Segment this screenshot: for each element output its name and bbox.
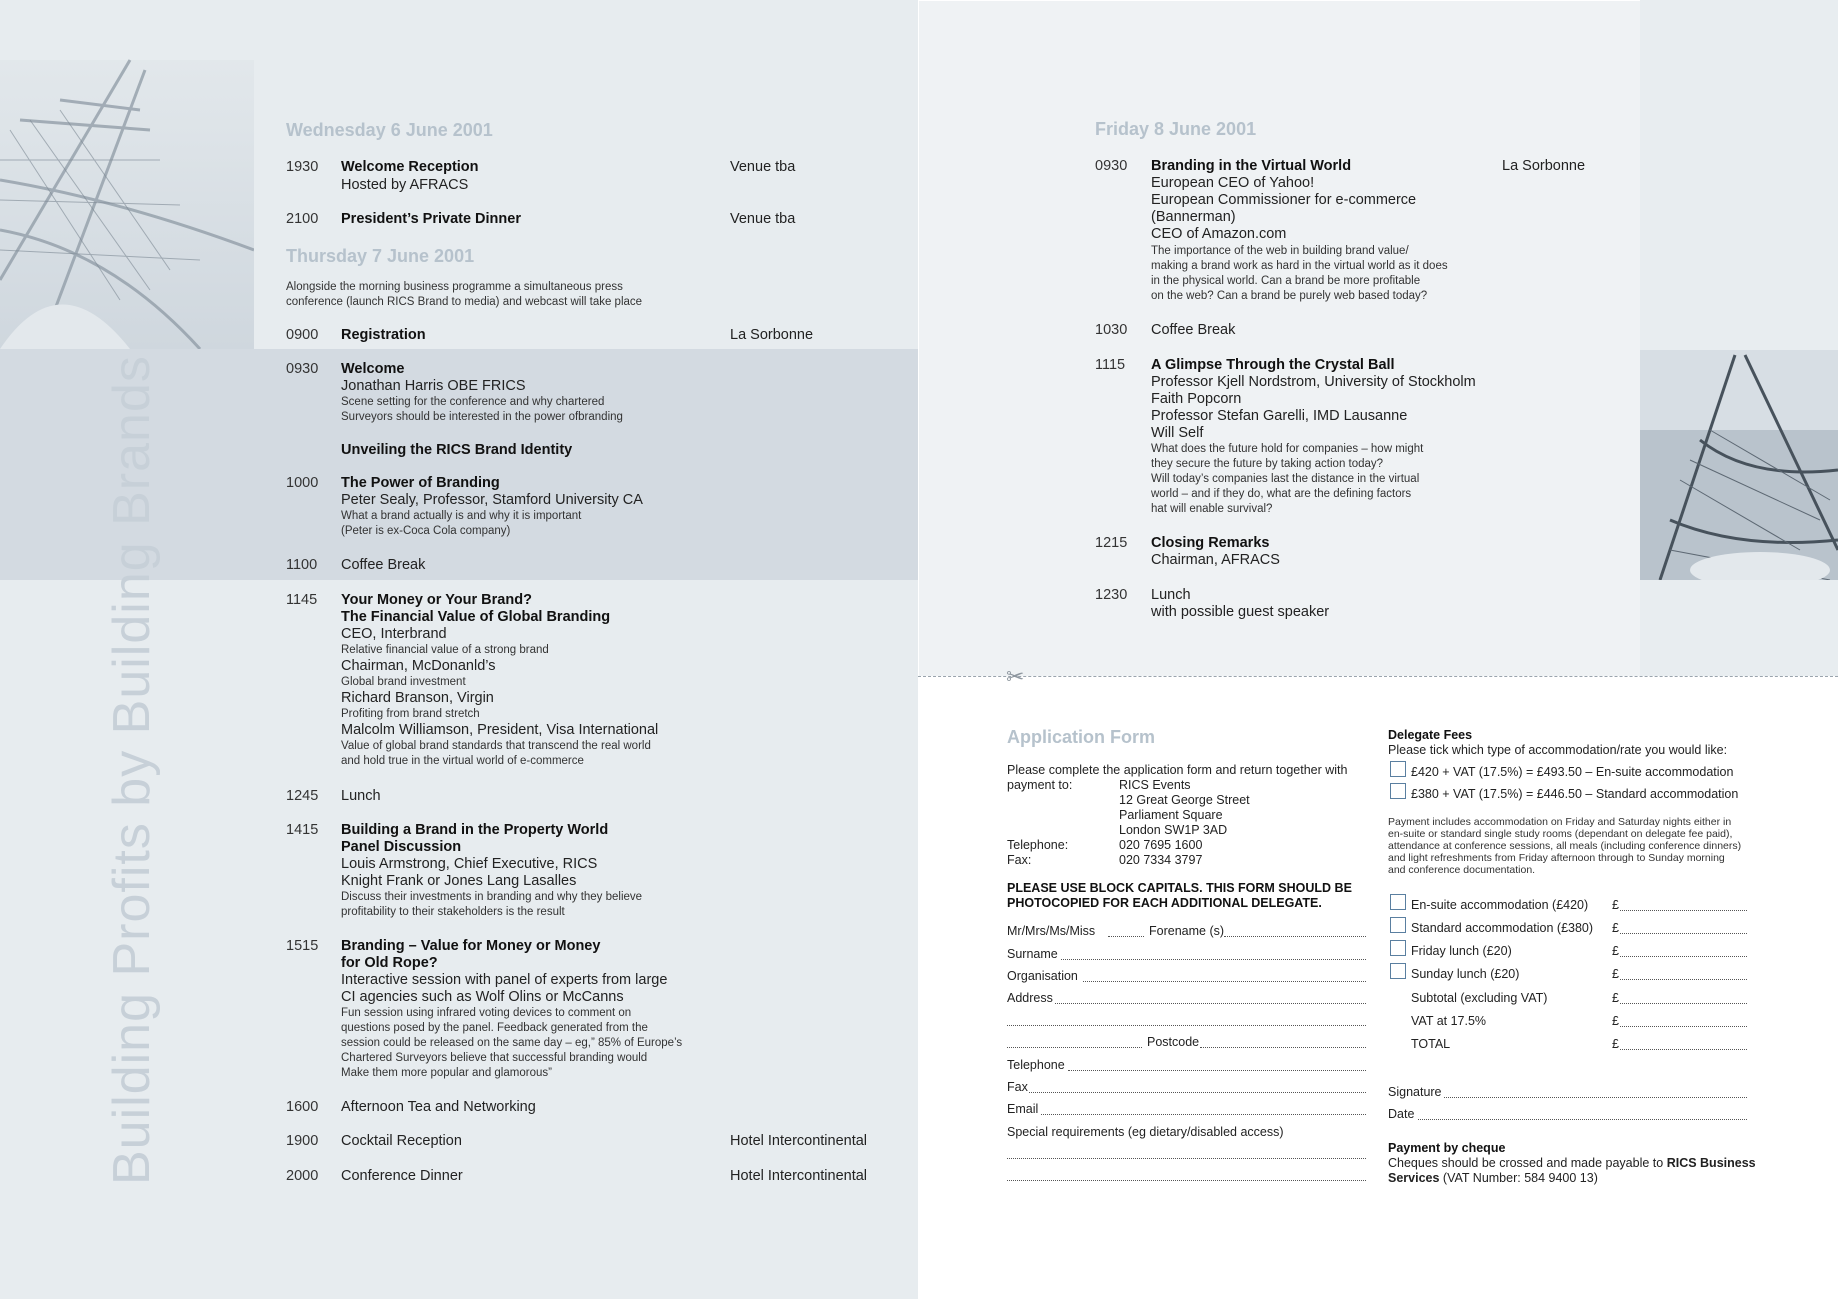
session-title: Registration (341, 327, 426, 343)
block-capitals-notice: PLEASE USE BLOCK CAPITALS. THIS FORM SHOULD BE (1007, 881, 1352, 895)
currency-symbol: £ (1612, 921, 1619, 935)
standard-rate-label: £380 + VAT (17.5%) = £446.50 – Standard accommodation (1411, 787, 1739, 801)
session-title: Branding – Value for Money or Money (341, 938, 601, 954)
telephone-field[interactable] (1068, 1070, 1366, 1071)
description: The importance of the web in building brand value/ (1151, 245, 1409, 257)
session-title: Welcome Reception (341, 159, 479, 175)
time: 0900 (286, 327, 319, 343)
description: Chartered Surveyors believe that successful branding would (341, 1052, 648, 1064)
session-title: Closing Remarks (1151, 535, 1270, 551)
description: hat will enable survival? (1151, 503, 1273, 515)
description: and hold true in the virtual world of e-commerce (341, 755, 584, 767)
speaker: (Bannerman) (1151, 209, 1236, 225)
block-capitals-notice: PHOTOCOPIED FOR EACH ADDITIONAL DELEGATE. (1007, 896, 1322, 910)
speaker: Knight Frank or Jones Lang Lasalles (341, 873, 577, 889)
session-title: Lunch (1151, 587, 1191, 603)
speaker: Malcolm Williamson, President, Visa International (341, 722, 659, 738)
surname-field[interactable] (1061, 959, 1366, 960)
cheque-payee: RICS Business (1666, 1156, 1756, 1170)
currency-symbol: £ (1612, 1037, 1619, 1051)
ensuite-rate-checkbox[interactable] (1390, 761, 1406, 777)
address-field-label: Address (1007, 991, 1053, 1005)
fees-heading: Delegate Fees (1388, 728, 1473, 742)
time: 1245 (286, 788, 319, 804)
subtotal-field[interactable] (1620, 1003, 1747, 1004)
organisation-field-label: Organisation (1007, 969, 1078, 983)
address-line: RICS Events (1119, 778, 1191, 792)
total-field[interactable] (1620, 1049, 1747, 1050)
sunday-lunch-amount-field[interactable] (1620, 979, 1747, 980)
session-title: Welcome (341, 361, 405, 377)
speaker: Louis Armstrong, Chief Executive, RICS (341, 856, 598, 872)
date-field[interactable] (1418, 1119, 1747, 1120)
title-field-label: Mr/Mrs/Ms/Miss (1007, 924, 1096, 938)
time: 1115 (1095, 357, 1126, 373)
session-title: Coffee Break (341, 557, 426, 573)
form-intro-label: payment to: (1007, 778, 1073, 792)
fees-note: en-suite or standard single study rooms (dependant on delegate fee paid), (1388, 828, 1733, 840)
currency-symbol: £ (1612, 991, 1619, 1005)
standard-checkbox[interactable] (1390, 917, 1406, 933)
description: they secure the future by taking action today? (1151, 458, 1384, 470)
session-title: President’s Private Dinner (341, 211, 521, 227)
time: 1145 (286, 592, 318, 608)
ensuite-checkbox[interactable] (1390, 894, 1406, 910)
description: making a brand work as hard in the virtual world as it does (1151, 260, 1448, 272)
fax-label: Fax: (1007, 853, 1032, 867)
speaker: CEO, Interbrand (341, 626, 447, 642)
fee-line-label: Friday lunch (£20) (1411, 944, 1512, 958)
address-field-line3[interactable] (1007, 1047, 1142, 1048)
session-title: The Financial Value of Global Branding (341, 609, 611, 625)
description: Discuss their investments in branding and why they believe (341, 891, 643, 903)
speaker: Faith Popcorn (1151, 391, 1242, 407)
description: Profiting from brand stretch (341, 708, 480, 720)
currency-symbol: £ (1612, 967, 1619, 981)
fees-instruction: Please tick which type of accommodation/rate you would like: (1388, 743, 1728, 757)
address-field-line2[interactable] (1007, 1025, 1366, 1026)
vat-number: (VAT Number: 584 9400 13) (1442, 1171, 1598, 1185)
form-heading: Application Form (1007, 727, 1155, 747)
date-label: Date (1388, 1107, 1415, 1121)
session-title: Coffee Break (1151, 322, 1236, 338)
venue: Hotel Intercontinental (730, 1168, 868, 1184)
time: 0930 (286, 361, 319, 377)
speaker: European Commissioner for e-commerce (1151, 192, 1417, 208)
speaker: Will Self (1151, 425, 1204, 441)
ensuite-rate-label: £420 + VAT (17.5%) = £493.50 – En-suite accommodation (1411, 765, 1734, 779)
session-title: Cocktail Reception (341, 1133, 462, 1149)
scissors-icon: ✂ (1006, 664, 1025, 689)
description: (Peter is ex-Coca Cola company) (341, 525, 511, 537)
eiffel-tower-photo-small (1640, 350, 1838, 580)
telephone-value: 020 7695 1600 (1119, 838, 1203, 852)
address-line: 12 Great George Street (1119, 793, 1250, 807)
time: 1000 (286, 475, 319, 491)
session-title: Panel Discussion (341, 839, 462, 855)
fee-line-label: En-suite accommodation (£420) (1411, 898, 1589, 912)
special-requirements-field-line2[interactable] (1007, 1180, 1366, 1181)
forename-field-label: Forename (s) (1149, 924, 1225, 938)
session-title: A Glimpse Through the Crystal Ball (1151, 357, 1395, 373)
telephone-label: Telephone: (1007, 838, 1069, 852)
description: questions posed by the panel. Feedback generated from the (341, 1022, 648, 1034)
description: Global brand investment (341, 676, 466, 688)
session-title: Building a Brand in the Property World (341, 822, 609, 838)
description: Relative financial value of a strong brand (341, 644, 549, 656)
session-title: Afternoon Tea and Networking (341, 1099, 536, 1115)
session-title: for Old Rope? (341, 955, 438, 971)
cheque-instruction: Cheques should be crossed and made payable to (1388, 1156, 1664, 1170)
standard-rate-checkbox[interactable] (1390, 783, 1406, 799)
time: 1930 (286, 159, 319, 175)
address-field[interactable] (1055, 1003, 1366, 1004)
fax-value: 020 7334 3797 (1119, 853, 1203, 867)
day-heading-wednesday: Wednesday 6 June 2001 (286, 120, 493, 140)
fees-note: attendance at conference sessions, all meals (including conference dinners) (1388, 840, 1742, 852)
right-strip (1640, 0, 1838, 350)
speaker: Interactive session with panel of experts from large (341, 972, 668, 988)
right-strip-lower (1640, 580, 1838, 676)
cheque-heading: Payment by cheque (1388, 1141, 1506, 1155)
programme-area (919, 1, 1640, 676)
venue: La Sorbonne (1502, 158, 1586, 174)
description: Will today’s companies last the distance in the virtual (1151, 473, 1420, 485)
signature-field[interactable] (1444, 1097, 1747, 1098)
speaker: Professor Kjell Nordstrom, University of Stockholm (1151, 374, 1476, 390)
form-intro: Please complete the application form and return together with (1007, 763, 1348, 777)
time: 2100 (286, 211, 319, 227)
sunday-lunch-checkbox[interactable] (1390, 963, 1406, 979)
intro-line: conference (launch RICS Brand to media) and webcast will take place (286, 296, 643, 308)
time: 1600 (286, 1099, 319, 1115)
title-field[interactable] (1108, 936, 1144, 937)
session-sub: with possible guest speaker (1151, 604, 1330, 620)
session-title: Conference Dinner (341, 1168, 463, 1184)
time: 2000 (286, 1168, 319, 1184)
fees-note: and conference documentation. (1388, 864, 1536, 876)
description: What a brand actually is and why it is important (341, 510, 582, 522)
organisation-field[interactable] (1083, 981, 1366, 982)
cheque-text-line2 (1388, 1171, 1598, 1186)
intro-line: Alongside the morning business programme a simultaneous press (286, 281, 623, 293)
speaker: Professor Stefan Garelli, IMD Lausanne (1151, 408, 1408, 424)
description: Make them more popular and glamorous” (341, 1067, 552, 1079)
cheque-payee-cont: Services (1388, 1171, 1440, 1185)
subtotal-label: Subtotal (excluding VAT) (1411, 991, 1548, 1005)
address-line: London SW1P 3AD (1119, 823, 1228, 837)
speaker: Chairman, McDonanld’s (341, 658, 496, 674)
fax-field-label: Fax (1007, 1080, 1028, 1094)
venue: Hotel Intercontinental (730, 1133, 868, 1149)
speaker: Jonathan Harris OBE FRICS (341, 378, 526, 394)
vertical-title: Building Profits by Building Brands (103, 355, 161, 1185)
speaker: CEO of Amazon.com (1151, 226, 1287, 242)
fees-note: and light refreshments from Friday afternoon through to Sunday morning (1388, 852, 1725, 864)
description: Scene setting for the conference and why chartered (341, 396, 605, 408)
time: 1230 (1095, 587, 1128, 603)
speaker: European CEO of Yahoo! (1151, 175, 1315, 191)
fee-line-label: Sunday lunch (£20) (1411, 967, 1520, 981)
forename-field[interactable] (1224, 936, 1366, 937)
time: 1030 (1095, 322, 1128, 338)
speaker: Richard Branson, Virgin (341, 690, 494, 706)
friday-lunch-checkbox[interactable] (1390, 940, 1406, 956)
vat-label: VAT at 17.5% (1411, 1014, 1487, 1028)
session-title: The Power of Branding (341, 475, 500, 491)
time: 1215 (1095, 535, 1128, 551)
time: 1515 (286, 938, 319, 954)
standard-amount-field[interactable] (1620, 933, 1747, 934)
description: Fun session using infrared voting devices to comment on (341, 1007, 632, 1019)
special-requirements-label: Special requirements (eg dietary/disabled access) (1007, 1125, 1284, 1139)
postcode-field-label: Postcode (1147, 1035, 1200, 1049)
day-heading-thursday: Thursday 7 June 2001 (286, 246, 475, 266)
description: on the web? Can a brand be purely web based today? (1151, 290, 1428, 302)
special-requirements-field[interactable] (1007, 1158, 1366, 1159)
currency-symbol: £ (1612, 898, 1619, 912)
description: profitability to their stakeholders is the result (341, 906, 565, 918)
fees-note: Payment includes accommodation on Friday and Saturday nights either in (1388, 816, 1732, 828)
venue: Venue tba (730, 159, 796, 175)
description: in the physical world. Can a brand be more profitable (1151, 275, 1421, 287)
time: 1100 (286, 557, 318, 573)
address-line: Parliament Square (1119, 808, 1223, 822)
description: world – and if they do, what are the defining factors (1151, 488, 1412, 500)
postcode-field[interactable] (1200, 1047, 1366, 1048)
total-label: TOTAL (1411, 1037, 1451, 1051)
session-title: Unveiling the RICS Brand Identity (341, 442, 573, 458)
session-title: Your Money or Your Brand? (341, 592, 532, 608)
eiffel-tower-photo (0, 0, 254, 349)
day-heading-friday: Friday 8 June 2001 (1095, 119, 1257, 139)
venue: Venue tba (730, 211, 796, 227)
time: 1415 (286, 822, 319, 838)
telephone-field-label: Telephone (1007, 1058, 1065, 1072)
description: session could be released on the same day – eg,” 85% of Europe’s (341, 1037, 683, 1049)
email-field[interactable] (1041, 1114, 1366, 1115)
fee-line-label: Standard accommodation (£380) (1411, 921, 1594, 935)
surname-field-label: Surname (1007, 947, 1058, 961)
currency-symbol: £ (1612, 1014, 1619, 1028)
description: Value of global brand standards that transcend the real world (341, 740, 651, 752)
venue: La Sorbonne (730, 327, 814, 343)
email-field-label: Email (1007, 1102, 1039, 1116)
session-sub: Hosted by AFRACS (341, 177, 469, 193)
session-sub: Chairman, AFRACS (1151, 552, 1280, 568)
time: 1900 (286, 1133, 319, 1149)
vat-field[interactable] (1620, 1026, 1747, 1027)
session-title: Lunch (341, 788, 381, 804)
ensuite-amount-field[interactable] (1620, 910, 1747, 911)
friday-lunch-amount-field[interactable] (1620, 956, 1747, 957)
description: What does the future hold for companies – how might (1151, 443, 1424, 455)
time: 0930 (1095, 158, 1128, 174)
speaker: CI agencies such as Wolf Olins or McCanns (341, 989, 624, 1005)
description: Surveyors should be interested in the power ofbranding (341, 411, 623, 423)
signature-label: Signature (1388, 1085, 1442, 1099)
cheque-text (1388, 1156, 1756, 1171)
fax-field[interactable] (1029, 1092, 1366, 1093)
cut-line (918, 676, 1838, 677)
session-title: Branding in the Virtual World (1151, 158, 1352, 174)
currency-symbol: £ (1612, 944, 1619, 958)
speaker: Peter Sealy, Professor, Stamford University CA (341, 492, 643, 508)
